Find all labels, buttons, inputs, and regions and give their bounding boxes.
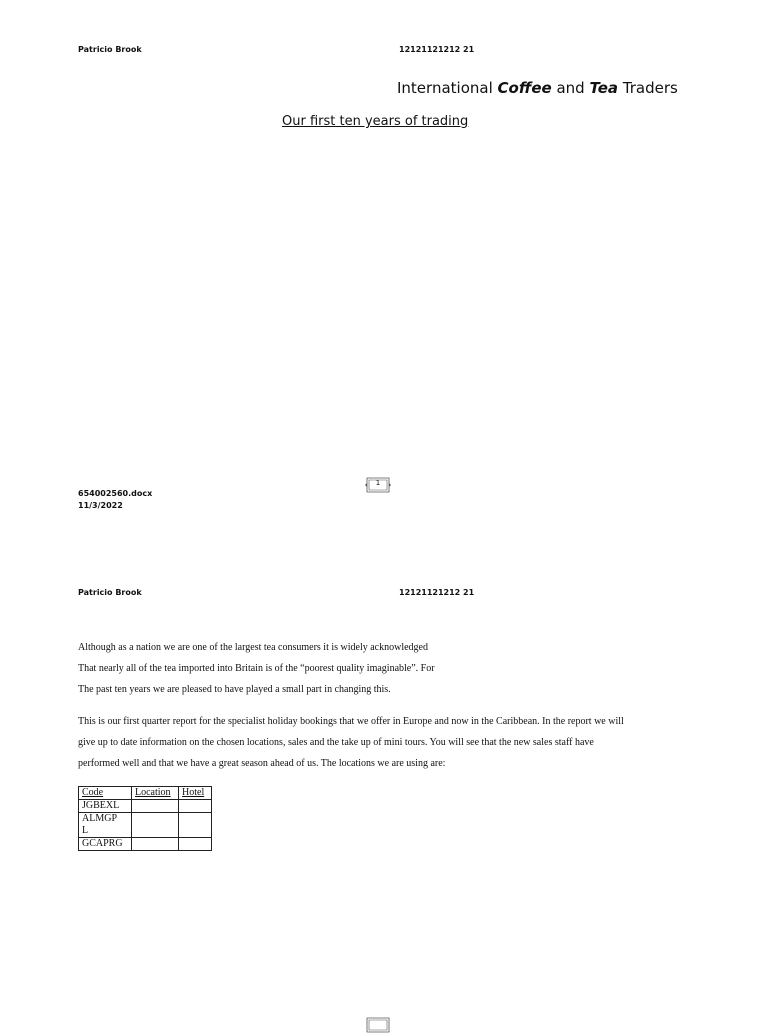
table-row (79, 813, 212, 838)
table-cell-code: ALMGP L (79, 813, 132, 838)
footer-filename: 654002560.docx (78, 489, 153, 498)
title-part-traders: Traders (618, 79, 678, 97)
locations-table (78, 786, 212, 851)
title-part-and: and (551, 79, 590, 97)
footer-block (78, 488, 152, 512)
column-header-code: Code (79, 787, 132, 800)
report-paragraph (78, 711, 624, 774)
title-part-international: International (397, 79, 498, 97)
table-cell-location (132, 800, 179, 813)
table-cell-hotel (179, 838, 212, 851)
header-reference: 12121121212 21 (399, 45, 475, 54)
title-tea: Tea (589, 79, 619, 97)
table-cell-code: JGBEXL (79, 800, 132, 813)
title-coffee: Coffee (497, 79, 552, 97)
table-cell-code: GCAPRG (79, 838, 132, 851)
report-line: performed well and that we have a great season ahead of us. The locations we are using are: (78, 758, 446, 769)
page2-header-reference: 12121121212 21 (399, 588, 475, 597)
table-cell-hotel (179, 800, 212, 813)
table-cell-location (132, 813, 179, 838)
intro-line: The past ten years we are pleased to have played a small part in changing this. (78, 684, 391, 695)
page2-header-author: Patricio Brook (78, 588, 142, 597)
table-row (79, 800, 212, 813)
page-badge-frame-icon (365, 1016, 391, 1034)
table-cell-hotel (179, 813, 212, 838)
column-header-hotel: Hotel (179, 787, 212, 800)
report-line: give up to date information on the chosen locations, sales and the take up of mini tours. You will see that the new sales staff have (78, 737, 594, 748)
table-row (79, 838, 212, 851)
document-title (397, 79, 678, 97)
report-line: This is our first quarter report for the specialist holiday bookings that we offer in Europe and now in the Caribbean. In the report we will (78, 716, 624, 727)
page-number-badge-partial (365, 1016, 391, 1034)
page-number-badge (365, 476, 391, 494)
intro-line: Although as a nation we are one of the largest tea consumers it is widely acknowledged (78, 642, 428, 653)
header-author: Patricio Brook (78, 45, 142, 54)
column-header-location: Location (132, 787, 179, 800)
intro-paragraph (78, 637, 435, 700)
page-number: 1 (375, 479, 381, 487)
footer-date: 11/3/2022 (78, 501, 123, 510)
intro-line: That nearly all of the tea imported into Britain is of the “poorest quality imaginable”. For (78, 663, 435, 674)
document-subtitle: Our first ten years of trading (282, 114, 469, 129)
table-header-row (79, 787, 212, 800)
table-cell-location (132, 838, 179, 851)
